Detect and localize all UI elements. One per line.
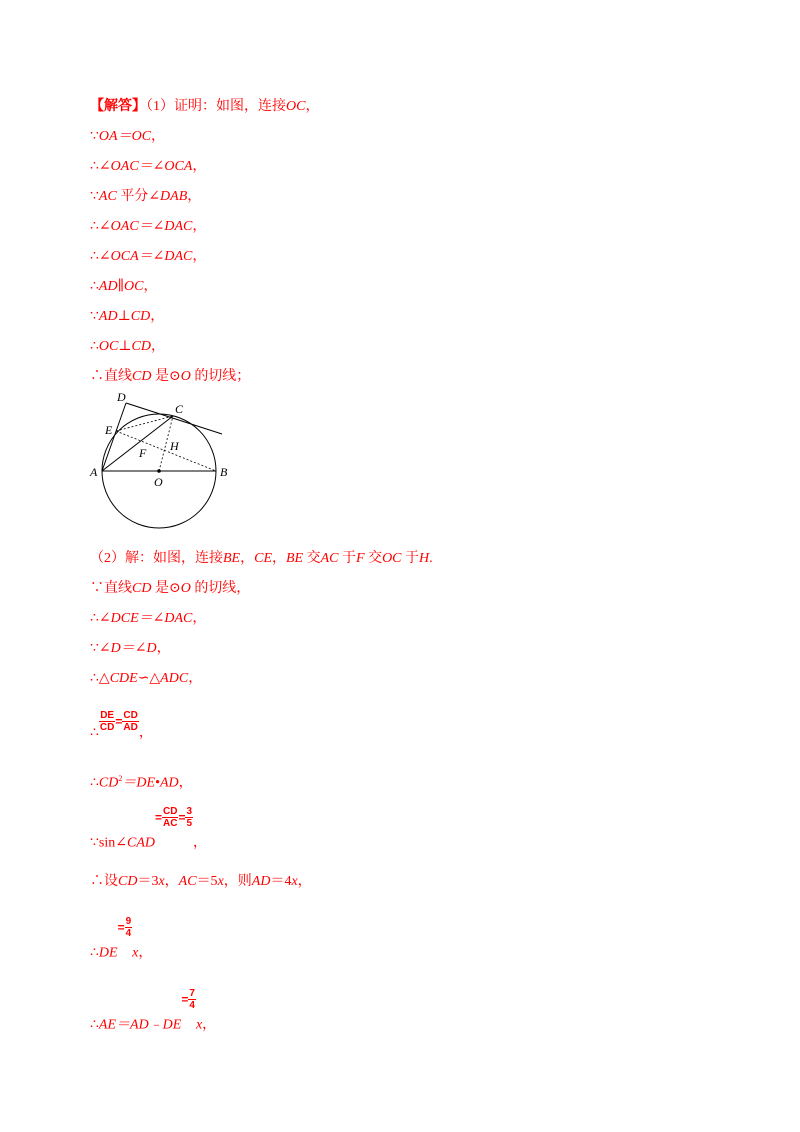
- solution-line-4: ∴△CDE∽△ADC，: [90, 671, 203, 686]
- proof-line-5: ∴∠OCA＝∠DAC，: [90, 249, 207, 264]
- solution-line-7-sine: ∵sin∠CAD= $\frac{CD}{AC}$ = $\frac{3}{5}$ ，: [90, 806, 208, 851]
- solution-line-10: ∴AE＝AD﹣DE= $\frac{7}{4}$ x，: [90, 988, 217, 1033]
- label-f: F: [139, 446, 147, 460]
- solution-header-1: 【解答】（1）证明：如图，连接OC，: [90, 99, 320, 114]
- solution-line-5-ratio: ∴ $\frac{DE}{CD}$ = $\frac{CD}{AD}$ ，: [90, 710, 153, 741]
- fraction-9-4: $\frac{9}{4}$: [125, 916, 132, 939]
- label-b: B: [220, 465, 228, 479]
- proof-line-6: ∴AD∥OC，: [90, 279, 158, 294]
- proof-line-7: ∵AD⊥CD，: [90, 309, 165, 324]
- answer-tag: 【解答】: [90, 99, 146, 114]
- proof-line-2: ∴∠OAC＝∠OCA，: [90, 159, 207, 174]
- solution-line-6: $\therefore CD^2=DE•AD$，: [90, 774, 193, 791]
- solution-line-9: ∴DE= $\frac{9}{4}$ x，: [90, 916, 153, 961]
- proof-line-3: ∵AC 平分∠DAB，: [90, 189, 202, 204]
- proof-line-9: ∴直线CD 是⊙O 的切线；: [90, 369, 251, 384]
- label-o: O: [154, 475, 163, 489]
- fraction-7-4: $\frac{7}{4}$: [189, 988, 195, 1011]
- geometry-figure: [88, 388, 238, 533]
- segment-ce: [116, 416, 173, 431]
- label-h: H: [170, 439, 179, 453]
- segment-ad: [102, 403, 126, 471]
- fraction-de-cd: $\frac{DE}{CD}$: [99, 710, 115, 733]
- proof-line-8: ∴OC⊥CD，: [90, 339, 165, 354]
- fraction-cd-ac: $\frac{CD}{AC}$: [163, 806, 178, 829]
- segment-ac: [102, 416, 173, 471]
- fraction-3-5: $\frac{3}{5}$: [186, 806, 193, 829]
- label-c: C: [175, 402, 184, 416]
- label-e: E: [105, 423, 113, 437]
- solution-line-2: ∴∠DCE＝∠DAC，: [90, 611, 207, 626]
- solution-line-1: ∵直线CD 是⊙O 的切线，: [90, 581, 251, 596]
- label-a: A: [90, 465, 98, 479]
- proof-line-1: ∵OA＝OC，: [90, 129, 166, 144]
- tangent-line: [126, 403, 222, 434]
- segment-be: [116, 431, 216, 471]
- proof-line-4: ∴∠OAC＝∠DAC，: [90, 219, 207, 234]
- solution-header-2: （2）解：如图，连接BE，CE，BE 交AC 于F 交OC 于H.: [90, 551, 433, 566]
- label-d: D: [117, 390, 126, 404]
- fraction-cd-ad: $\frac{CD}{AD}$: [123, 710, 138, 733]
- center-dot: [157, 469, 161, 473]
- solution-line-3: ∵∠D＝∠D，: [90, 641, 171, 656]
- solution-line-8: ∴设CD＝3x，AC＝5x，则AD＝4x，: [90, 874, 312, 889]
